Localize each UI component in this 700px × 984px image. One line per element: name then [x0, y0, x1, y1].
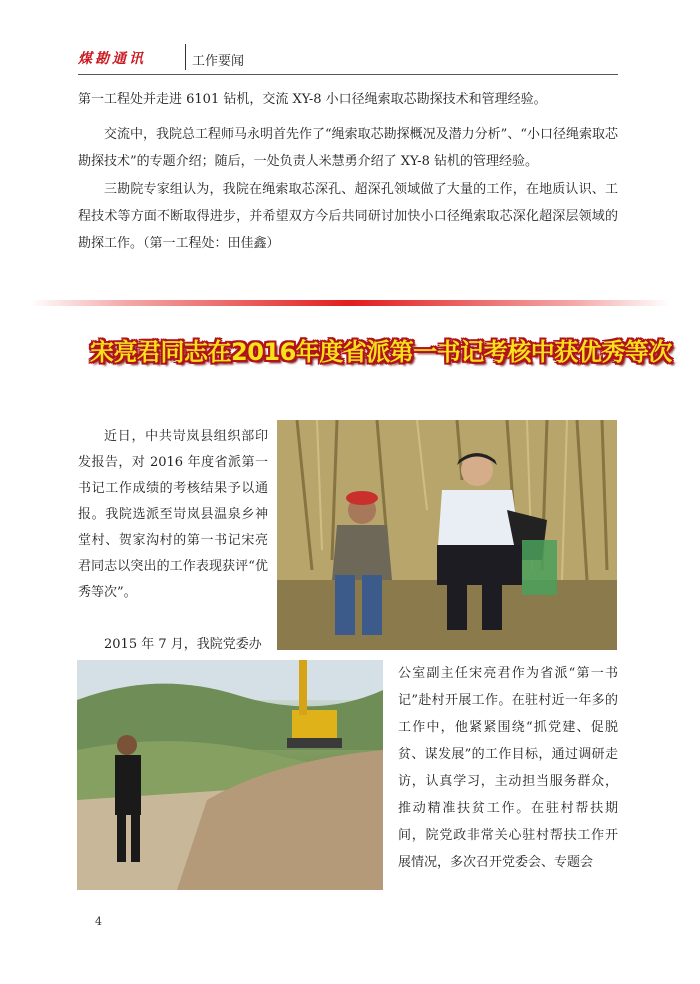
hillside-illustration	[77, 660, 383, 890]
top-paragraph-3: 三勘院专家组认为，我院在绳索取芯深孔、超深孔领域做了大量的工作，在地质认识、工程技术等方面不断取得进步，并希望双方今后共同研讨加快小口径绳索取芯深化超深层领域的勘探工作。（第一工程处：田佳鑫）	[78, 182, 618, 251]
photo-cornfield-meeting	[277, 420, 617, 650]
top-paragraph-2: 交流中，我院总工程师马永明首先作了“绳索取芯勘探概况及潜力分析”、“小口径绳索取芯勘探技术”的专题介绍；随后，一处负责人米慧勇介绍了 XY-8 钻机的管理经验。	[78, 127, 618, 169]
header-separator	[185, 44, 186, 70]
cornfield-illustration	[277, 420, 617, 650]
article-paragraph-2-start: 2015 年 7 月，我院党委办	[104, 637, 262, 652]
article-paragraph-1: 近日，中共岢岚县组织部印发报告，对 2016 年度省派第一书记工作成绩的考核结果予以通报。我院选派至岢岚县温泉乡神堂村、贺家沟村的第一书记宋亮君同志以突出的工作表现获评“优秀等次”。	[78, 429, 268, 600]
section-divider	[30, 300, 670, 306]
article-headline: 宋亮君同志在2016年度省派第一书记考核中获优秀等次	[90, 338, 672, 366]
top-paragraph-1: 第一工程处并走进 6101 钻机，交流 XY-8 小口径绳索取芯勘探技术和管理经验。	[78, 92, 547, 107]
section-title: 工作要闻	[192, 54, 245, 69]
article-paragraph-2-continued: 公室副主任宋亮君作为省派“第一书记”赴村开展工作。在驻村近一年多的工作中，他紧紧围绕“抓党建、促脱贫、谋发展”的工作目标，通过调研走访，认真学习，主动担当服务群众，推动精准扶贫工作。在驻村帮扶期间，院党政非常关心驻村帮扶工作开展情况，多次召开党委会、专题会	[398, 666, 618, 870]
publication-brand: 煤勘通讯	[78, 51, 146, 67]
page-number: 4	[95, 915, 102, 928]
header-rule	[78, 74, 618, 75]
photo-excavator-hillside	[77, 660, 383, 890]
